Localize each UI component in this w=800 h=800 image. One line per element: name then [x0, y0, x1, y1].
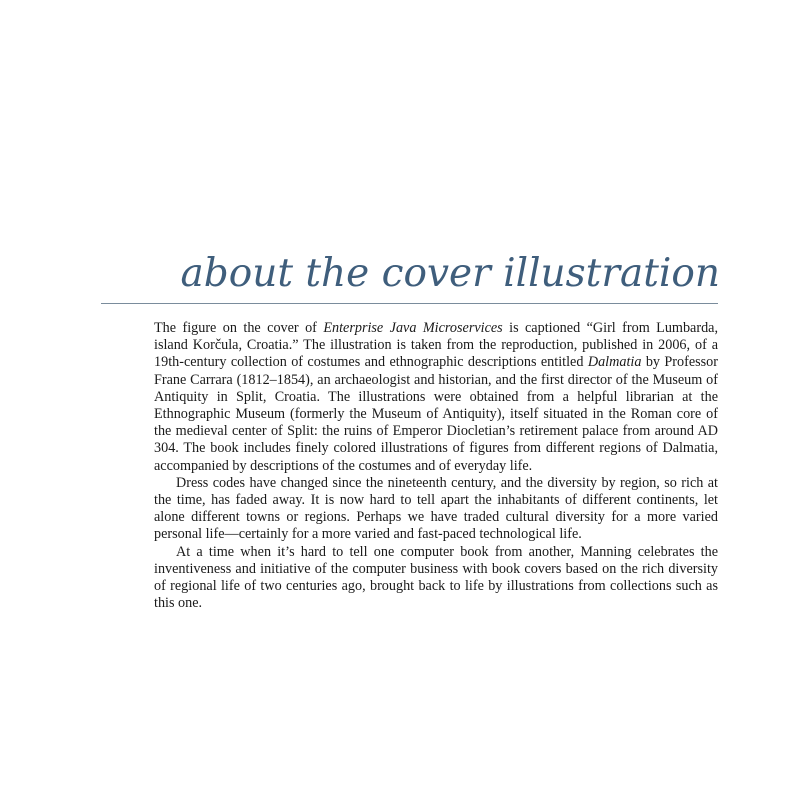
paragraph-1: [154, 320, 718, 475]
paragraph-3: At a time when it’s hard to tell one computer book from another, Manning celebrates the inventiveness and initiative of the computer business with book covers based on the rich diversity of regional life of two centuries ago, brought back to life by illustrations from collections such as this one.: [154, 543, 718, 612]
paragraph-1-part-a: The figure on the cover of: [154, 320, 324, 336]
paragraph-1-part-c: is captioned “Girl from Lumbarda, island Korčula, Croatia.” The illustration is taken from the reproduction, published in 2006, of a 19th-century collection of costumes and ethnographic descriptions entitled: [154, 320, 719, 371]
paragraph-2: Dress codes have changed since the nineteenth century, and the diversity by region, so rich at the time, has faded away. It is now hard to tell apart the inhabitants of different continents, let alone different towns or regions. Perhaps we have traded cultural diversity for a more varied personal life—certainly for a more varied and fast-paced technological life.: [154, 474, 718, 543]
collection-title: Dalmatia: [587, 354, 642, 371]
body-text: [154, 320, 718, 612]
book-title: Enterprise Java Microservices: [323, 320, 503, 336]
page-title: about the cover illustration: [180, 251, 720, 296]
paragraph-1-part-e: by Professor Frane Carrara (1812–1854), an archaeologist and historian, and the first director of the Museum of Antiquity in Split, Croatia. The illustrations were obtained from a helpful librarian at the Ethnographic Museum (formerly the Museum of Antiquity), itself situated in the Roman core of the medieval center of Split: the ruins of Emperor Diocletian’s retirement palace from around AD 304. The book includes finely colored illustrations of figures from different regions of Dalmatia, accompanied by descriptions of the costumes and of everyday life.: [154, 354, 718, 474]
title-rule: [101, 303, 718, 304]
